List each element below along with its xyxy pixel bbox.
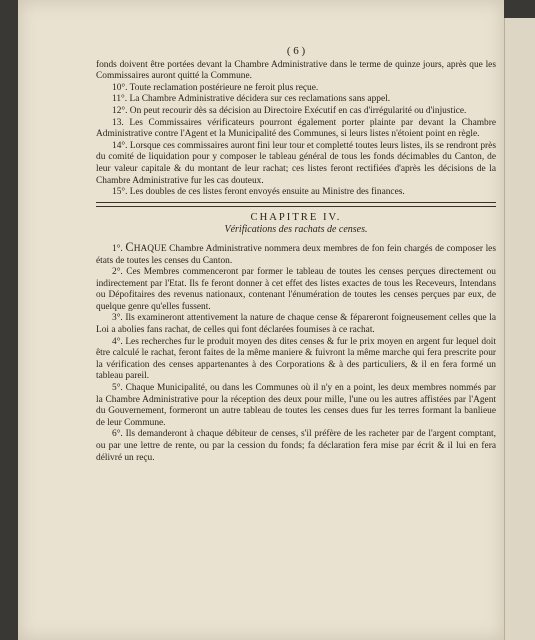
chapter-article-2: 2°. Ces Membres commenceront par former le tableau de toutes les censes perçues directement ou indirectement par l'Etat. Ils fe feront donner à cet effet des listes exactes de tous les Receveurs, Intendans ou Dépofitaires des revenus nationaux, contenant l'énumération de toutes les censes perçues par eux, de quelque genre qu'elles fussent.	[96, 267, 496, 312]
chapter-article-1	[96, 239, 496, 267]
chapter-subtitle: Vérifications des rachats de censes.	[224, 224, 368, 236]
paragraph-continuation: fonds doivent être portées devant la Chambre Administrative dans le terme de quinze jours, après que les Commissaires auront quitté la Commune.	[96, 59, 496, 82]
article-13: 13. Les Commissaires vérificateurs pourront également porter plainte par devant la Chambre Administrative contre l'Agent et la Municipalité des Communes, si leurs listes n'étoient point en règle.	[96, 117, 496, 140]
article-10: 10°. Toute reclamation postérieure ne feroit plus reçue.	[112, 82, 319, 93]
top-section	[96, 60, 496, 199]
article-number: 1°.	[112, 243, 126, 254]
article-text: HAQUE Chambre Administrative nommera deux membres de fon fein chargés de composer les états de toutes les censes du Canton.	[96, 243, 496, 266]
page-content	[96, 46, 496, 464]
article-12: 12°. On peut recourir dès sa décision au Directoire Exécutif en cas d'irrégularité ou d'injustice.	[112, 105, 467, 116]
chapter-article-6: 6°. Ils demanderont à chaque débiteur de censes, s'il préfère de les racheter par de l'argent comptant, ou par une lettre de rente, ou par la cession du fonds; fa déclaration fera mise par écrit & il lui en fera délivré un reçu.	[96, 429, 496, 463]
adjacent-page-edge	[504, 18, 535, 640]
chapter-section	[96, 239, 496, 464]
article-11: 11°. La Chambre Administrative décidera sur ces reclamations sans appel.	[112, 94, 391, 105]
article-15: 15°. Les doubles de ces listes feront envoyés ensuite au Ministre des finances.	[112, 187, 405, 198]
article-14: 14°. Lorsque ces commissaires auront fini leur tour et completté toutes leurs listes, ils se rendront près du comité de liquidation pour y composer le tableau général de tous les fonds décimables du Canton, de leur valeur capitale & du montant de leur rachat; ces listes feront rectifiées d'après les décisions de la Chambre Administrative fur les cas douteux.	[96, 140, 496, 186]
chapter-article-5: 5°. Chaque Municipalité, ou dans les Communes où il n'y en a point, les deux membres nommés par la Chambre Administrative pour la réception des deux pour mille, l'une ou les autres affistées par l'Agent du Gouvernement, formeront un autre tableau de toutes les censes dues fur les terres formant la banlieue de leur Commune.	[96, 383, 496, 428]
chapter-article-3: 3°. Ils examineront attentivement la nature de chaque cense & fépareront foigneusement celles que la Loi a abolies fans rachat, de celles qui font déclarées foumises à ce rachat.	[96, 313, 496, 336]
drop-cap: C	[125, 239, 134, 254]
chapter-title: CHAPITRE IV.	[250, 211, 342, 223]
chapter-article-4: 4°. Les recherches fur le produit moyen des dites censes & fur le prix moyen en argent fur lequel doit être calculé le rachat, feront faites de la même maniere & fuivront la même marche qui fera prescrite pour la vérification des censes appartenantes à des Corporations & à des particuliers, & il en fera formé un tableau pareil.	[96, 336, 496, 382]
page-number: ( 6 )	[286, 45, 306, 57]
section-divider	[96, 202, 496, 207]
